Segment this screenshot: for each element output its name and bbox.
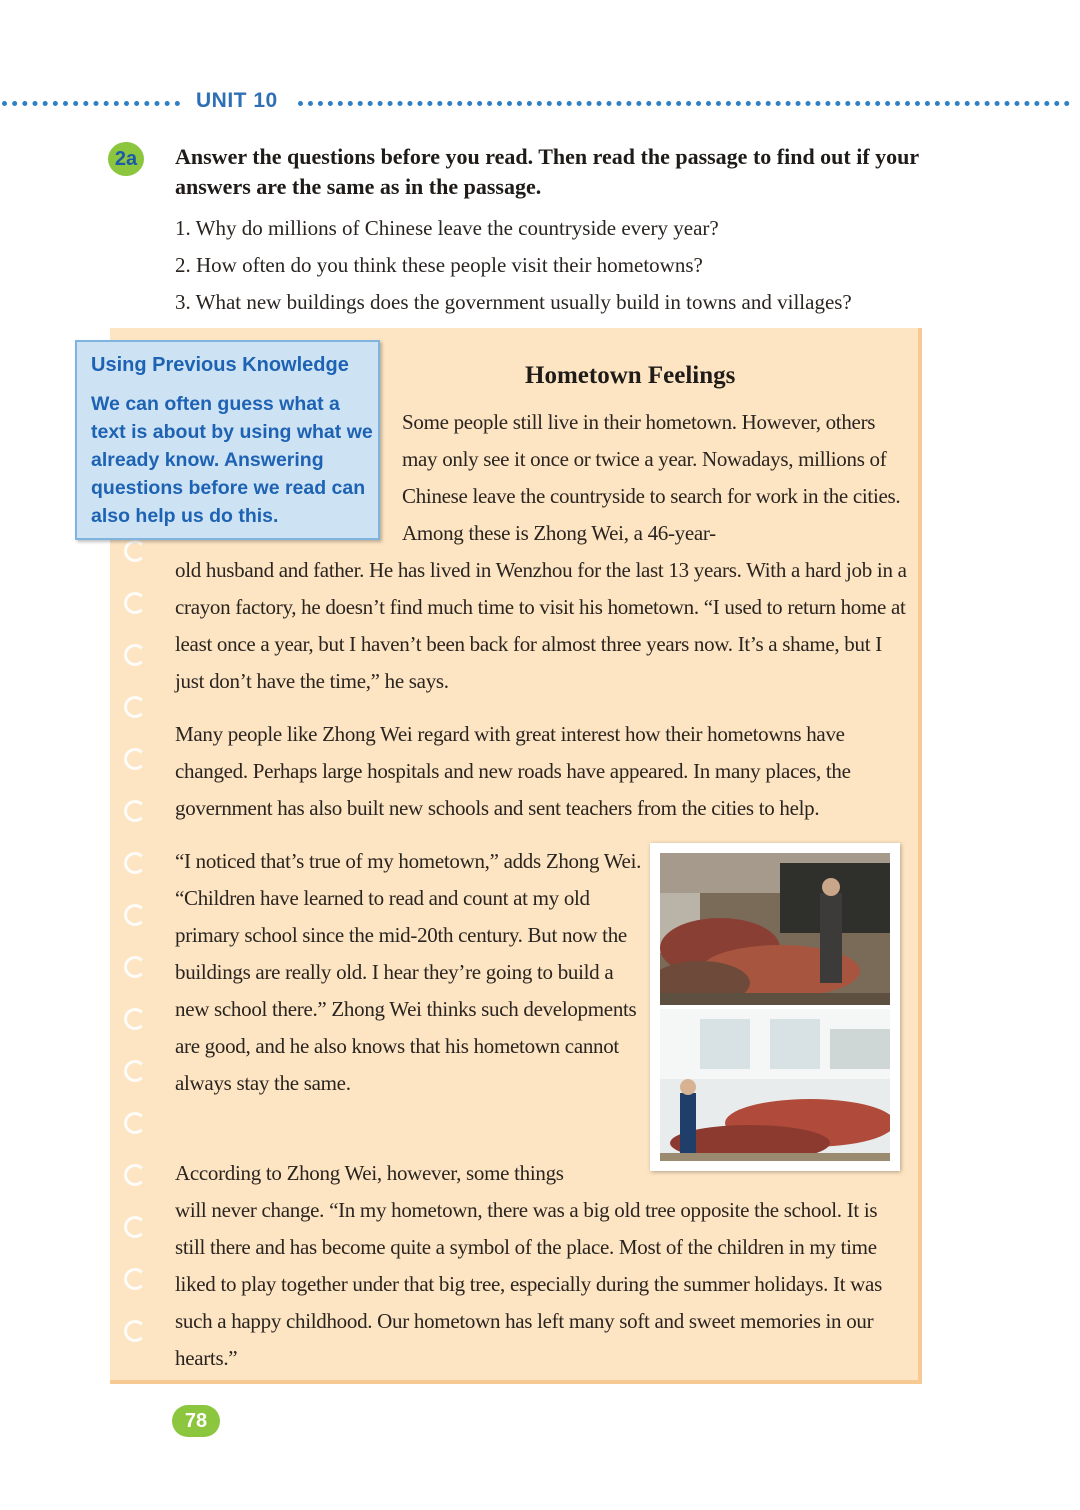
notebook-rings <box>118 540 158 1370</box>
ring-decoration <box>124 644 146 666</box>
question-list <box>175 210 975 321</box>
passage-paragraph-4-bottom: will never change. “In my hometown, there was a big old tree opposite the school. It is still there and has become quite a symbol of the place. Most of the children in my time liked to play together under that big tree, especially during the summer holidays. It was such a happy childhood. Our hometown has left many soft and sweet memories in our hearts.” <box>175 1198 882 1370</box>
passage-paragraph-3: “I noticed that’s true of my hometown,” adds Zhong Wei. “Children have learned to read and count at my old primary school since the mid-20th century. But now the buildings are really old. I hear they’re going to build a new school there.” Zhong Wei thinks such developments are good, and he also knows that his hometown cannot always stay the same. <box>175 849 642 1095</box>
passage-paragraph-2: Many people like Zhong Wei regard with great interest how their hometowns have changed. Perhaps large hospitals and new roads have appeared. In many places, the government has also built new schools and sent teachers from the cities to help. <box>175 722 851 820</box>
classroom-photos <box>650 843 900 1171</box>
ring-decoration <box>124 904 146 926</box>
ring-decoration <box>124 1060 146 1082</box>
dotted-rule-right <box>298 101 1070 106</box>
dotted-rule-left <box>2 101 180 106</box>
unit-header <box>0 88 1080 118</box>
ring-decoration <box>124 1216 146 1238</box>
ring-decoration <box>124 1164 146 1186</box>
ring-decoration <box>124 800 146 822</box>
ring-decoration <box>124 1320 146 1342</box>
ring-decoration <box>124 1112 146 1134</box>
question-item: 2. How often do you think these people visit their hometowns? <box>175 253 703 277</box>
ring-decoration <box>124 956 146 978</box>
tip-title: Using Previous Knowledge <box>91 354 349 376</box>
page-number: 78 <box>172 1405 220 1437</box>
tip-body: We can often guess what a text is about by using what we already know. Answering questions before we read can also help us do this. <box>91 393 373 527</box>
question-item: 1. Why do millions of Chinese leave the countryside every year? <box>175 216 719 240</box>
ring-decoration <box>124 1008 146 1030</box>
unit-title: UNIT 10 <box>196 89 278 112</box>
passage-paragraph-1-top: Some people still live in their hometown. However, others may only see it once or twice a year. Nowadays, millions of Chinese leave the countryside to search for work in the cities. Among these is Zhong Wei, a 46-year- <box>402 410 901 545</box>
passage-paragraph-1-bottom: old husband and father. He has lived in Wenzhou for the last 13 years. With a hard job in a crayon factory, he doesn’t find much time to visit his hometown. “I used to return home at least once a year, but I haven’t been back for almost three years now. It’s a shame, but I just don’t have the time,” he says. <box>175 558 907 693</box>
ring-decoration <box>124 1268 146 1290</box>
passage-paragraph-4-top: According to Zhong Wei, however, some things <box>175 1161 564 1185</box>
ring-decoration <box>124 592 146 614</box>
activity-instruction: Answer the questions before you read. Then read the passage to find out if your answers are the same as in the passage. <box>175 144 919 199</box>
ring-decoration <box>124 696 146 718</box>
ring-decoration <box>124 852 146 874</box>
ring-decoration <box>124 748 146 770</box>
new-classroom-photo <box>660 1009 890 1161</box>
activity-badge: 2a <box>108 142 144 176</box>
old-classroom-photo <box>660 853 890 1005</box>
classroom-photo-illustration <box>660 853 890 1161</box>
tip-box <box>75 340 380 540</box>
question-item: 3. What new buildings does the government usually build in towns and villages? <box>175 290 852 314</box>
passage-title: Hometown Feelings <box>525 362 736 389</box>
ring-decoration <box>124 540 146 562</box>
